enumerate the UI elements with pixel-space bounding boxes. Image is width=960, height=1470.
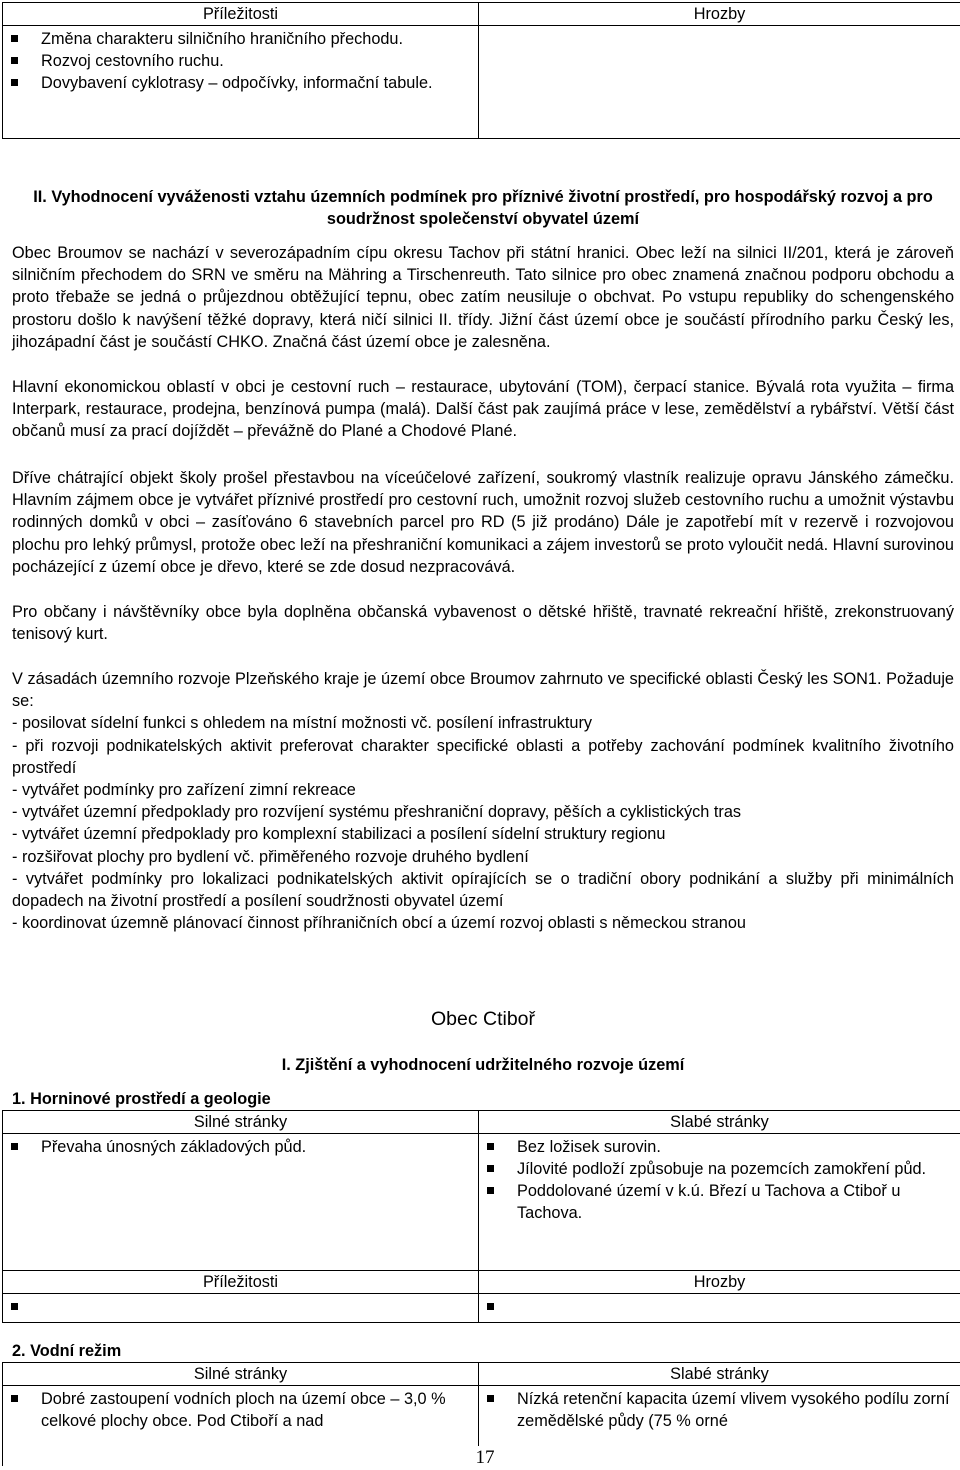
section-title: Vyhodnocení vyváženosti vztahu územních podmínek pro příznivé životní prostředí, pro hospodářský rozvoj a pro soudržnost společenství obyvatel území [51, 188, 933, 228]
threats-cell [479, 1294, 960, 1323]
strengths-header: Silné stránky [3, 1363, 479, 1386]
threats-cell [479, 26, 960, 139]
zasady-intro: V zásadách územního rozvoje Plzeňského kraje je území obce Broumov zahrnuto ve specifické oblasti Český les SON1. Požaduje se: [12, 670, 954, 711]
strengths-cell [3, 1386, 479, 1467]
opportunities-header: Příležitosti [3, 1271, 479, 1294]
list-item: - posilovat sídelní funkci s ohledem na místní možnosti vč. posílení infrastruktury [12, 714, 593, 733]
strengths-cell [3, 1134, 479, 1271]
list-item: - při rozvoji podnikatelských aktivit preferovat charakter specifické oblasti a potřeby zachování podmínek kvalitního životního prostředí [12, 736, 954, 777]
opportunities-cell [3, 1294, 479, 1323]
list-item: - rozšiřovat plochy pro bydlení vč. přiměřeného rozvoje druhého bydlení [12, 847, 529, 866]
page-title: Obec Ctiboř [430, 1008, 536, 1030]
section-number: II. [33, 188, 47, 206]
paragraph: Dříve chátrající objekt školy prošel přestavbou na víceúčelové zařízení, soukromý vlastník realizuje opravu Jánského zámečku. Hlavním zájmem obce je vytvářet příznivé prostředí pro cestovní ruch, umožnit rozvoj služeb cestovního ruchu a umožnit výstavbu rodinných domků v obci – zasíťováno 6 stavebních parcel pro RD (5 již prodáno) Dále je zapotřebí mít v rezervě i rozvojovou plochu pro lehký průmysl, protože obec leží na přeshraniční komunikaci a zájem investorů se proto vyloučit nedá. Hlavní surovinou pocházející z území obce je dřevo, které se zde dosud nezpracovává. [12, 469, 954, 576]
list-item: Bez ložisek surovin. [479, 1136, 952, 1158]
weaknesses-header: Slabé stránky [479, 1111, 960, 1134]
subsection-title: 1. Horninové prostředí a geologie [12, 1090, 271, 1108]
list-item: - vytvářet podmínky pro zařízení zimní rekreace [12, 781, 356, 800]
list-item: Převaha únosných základových půd. [3, 1136, 470, 1158]
list-item: Dovybavení cyklotrasy – odpočívky, informační tabule. [3, 72, 470, 94]
subsection-title: 2. Vodní režim [12, 1342, 122, 1360]
paragraph: Obec Broumov se nachází v severozápadním cípu okresu Tachov při státní hranici. Obec leží na silnici II/201, která je zároveň silničním přechodem do SRN ve směru na Mähring a Tirschenreuth. Tato silnice pro obec znamená značnou podporu obchodu a proto třebaže se jedná o průjezdnou obtěžující tepnu, obec zatím neusiluje o obchvat. Po vstupu republiky do schengenského prostoru došlo k navýšení těžké dopravy, která ničí silnici II. třídy. Jižní část území obce je součástí přírodního parku Český les, jihozápadní část je součástí CHKO. Značná část území obce je zalesněna. [12, 244, 954, 351]
weaknesses-cell [479, 1386, 960, 1467]
opportunities-threats-table [2, 2, 960, 139]
paragraph: Hlavní ekonomickou oblastí v obci je cestovní ruch – restaurace, ubytování (TOM), čerpací stanice. Bývalá rota využita – firma Interpark, restaurace, prodejna, benzínová pumpa (malá). Další část pak zaujímá práce v lese, zemědělství a rybářství. Větší část občanů musí za prací dojíždět – převážně do Plané a Chodové Plané. [12, 378, 954, 441]
section-heading [12, 186, 954, 230]
list-item: Poddolované území v k.ú. Březí u Tachova a Ctiboř u Tachova. [479, 1180, 952, 1224]
list-item: Nízká retenční kapacita území vlivem vysokého podílu zorní zemědělské půdy (75 % orné [479, 1388, 952, 1432]
list-item: Rozvoj cestovního ruchu. [3, 50, 470, 72]
weaknesses-cell [479, 1134, 960, 1271]
page-number: 17 [462, 1446, 508, 1470]
threats-header: Hrozby [479, 3, 960, 26]
list-item: - vytvářet podmínky pro lokalizaci podnikatelských aktivit opírajících se o tradiční obory podnikání a služby při minimálních dopadech na životní prostředí a posílení soudržnosti obyvatel území [12, 869, 954, 911]
zasady-block [12, 668, 954, 934]
list-item: Změna charakteru silničního hraničního přechodu. [3, 28, 470, 50]
list-item: Jílovité podloží způsobuje na pozemcích zamokření půd. [479, 1158, 952, 1180]
list-item: Dobré zastoupení vodních ploch na území obce – 3,0 % celkové plochy obce. Pod Ctiboří a nad [3, 1388, 470, 1432]
strengths-header: Silné stránky [3, 1111, 479, 1134]
paragraph: Pro občany i návštěvníky obce byla doplněna občanská vybavenost o dětské hřiště, travnaté rekreační hřiště, zrekonstruovaný tenisový kurt. [12, 603, 954, 644]
list-item: - vytvářet územní předpoklady pro komplexní stabilizaci a posílení sídelní struktury regionu [12, 825, 666, 844]
list-item: - vytvářet územní předpoklady pro rozvíjení systému přeshraniční dopravy, pěších a cyklistických tras [12, 803, 742, 822]
opportunities-cell [3, 26, 479, 139]
opportunities-header: Příležitosti [3, 3, 479, 26]
list-item: - koordinovat územně plánovací činnost příhraničních obcí a území rozvoj oblasti s německou stranou [12, 914, 746, 933]
section-subtitle: I. Zjištění a vyhodnocení udržitelného rozvoje území [281, 1056, 685, 1074]
threats-header: Hrozby [479, 1271, 960, 1294]
weaknesses-header: Slabé stránky [479, 1363, 960, 1386]
geology-strengths-table [2, 1110, 960, 1323]
